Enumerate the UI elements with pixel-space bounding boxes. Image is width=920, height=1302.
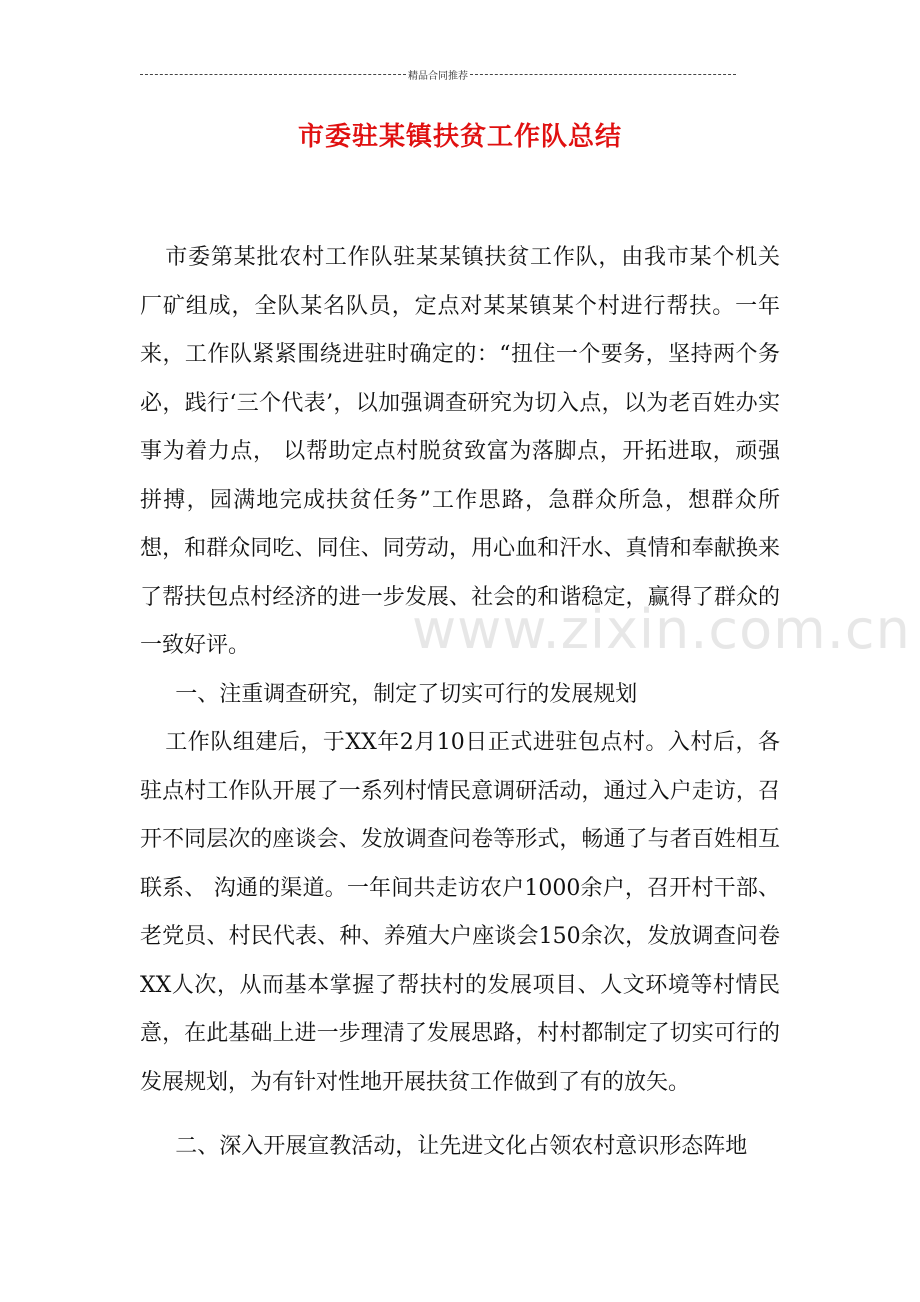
- section-heading-2: 二、深入开展宣教活动，让先进文化占领农村意识形态阵地: [175, 1134, 748, 1159]
- document-title: 市委驻某镇扶贫工作队总结: [297, 122, 622, 152]
- header-dash-right: [470, 74, 736, 75]
- paragraph-intro: 市委第某批农村工作队驻某某镇扶贫工作队，由我市某个机关厂矿组成，全队某名队员，定点对某某镇某个村进行帮扶。一年来，工作队紧紧围绕进驻时确定的：“扭住一个要务，坚持两个务必，践行‘三个代表’，以加强调查研究为切入点，以为老百姓办实事为着力点， 以帮助定点村脱贫致富为落脚点，开拓进取，顽强拼搏，园满地完成扶贫任务”工作思路，急群众所急，想群众所想，和群众同吃、同住、同劳动，用心血和汗水、真情和奉献换来了帮扶包点村经济的进一步发展、社会的和谐稳定，赢得了群众的一致好评。: [140, 245, 780, 658]
- document-body: [140, 234, 780, 1172]
- header-label: 精品合同推荐: [408, 70, 468, 82]
- header-rule: [140, 64, 736, 84]
- header-dash-left: [140, 74, 406, 75]
- section-heading-1: 一、注重调查研究，制定了切实可行的发展规划: [175, 681, 638, 707]
- paragraph-section-1: 工作队组建后，于XX年2月10日正式进驻包点村。入村后，各驻点村工作队开展了一系列村情民意调研活动，通过入户走访，召开不同层次的座谈会、发放调查问卷等形式，畅通了与者百姓相互联系、 沟通的渠道。一年间共走访农户1000余户，召开村干部、老党员、村民代表、种、养殖大户座谈会150余次，发放调查问卷XX人次，从而基本掌握了帮扶村的发展项目、人文环境等村情民意，在此基础上进一步理清了发展思路，村村都制定了切实可行的发展规划，为有针对性地开展扶贫工作做到了有的放矢。: [140, 730, 780, 1095]
- watermark: www.zixin.com.cn: [412, 598, 911, 661]
